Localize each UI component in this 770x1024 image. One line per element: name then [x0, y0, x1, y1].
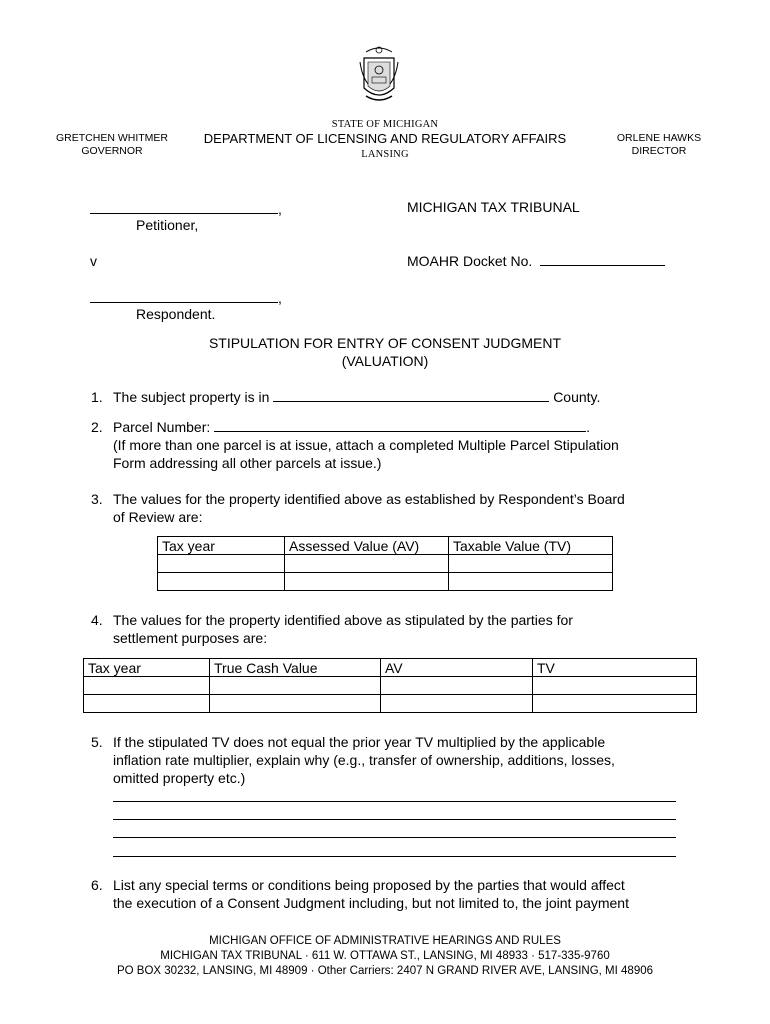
explanation-line[interactable]: [113, 856, 676, 857]
director-block: [604, 132, 714, 158]
column-header: AV: [381, 659, 533, 677]
table-cell[interactable]: [158, 555, 285, 573]
item1-text: The subject property is in: [113, 389, 270, 405]
table-row: [158, 555, 613, 573]
item3-line1: The values for the property identified above as established by Respondent’s Board: [113, 491, 625, 507]
board-of-review-table: [157, 536, 613, 591]
explanation-line[interactable]: [113, 801, 676, 802]
title-line1: STIPULATION FOR ENTRY OF CONSENT JUDGMENT: [208, 335, 562, 351]
column-header: TV: [533, 659, 697, 677]
governor-name: GRETCHEN WHITMER: [56, 132, 168, 144]
column-header: Assessed Value (AV): [285, 537, 449, 555]
table-cell[interactable]: [449, 555, 613, 573]
table-header-row: [84, 659, 697, 677]
item5-number: 5.: [91, 734, 103, 750]
footer-line3: PO BOX 30232, LANSING, MI 48909 · Other Carriers: 2407 N GRAND RIVER AVE, LANSING, MI 48906: [116, 965, 654, 977]
item6-number: 6.: [91, 877, 103, 893]
tribunal-name: MICHIGAN TAX TRIBUNAL: [407, 199, 580, 215]
parcel-number-field[interactable]: [214, 431, 586, 432]
table-cell[interactable]: [84, 695, 210, 713]
footer-line2: MICHIGAN TAX TRIBUNAL · 611 W. OTTAWA ST., LANSING, MI 48933 · 517-335-9760: [160, 950, 610, 962]
table-cell[interactable]: [158, 573, 285, 591]
city-name: LANSING: [361, 149, 409, 160]
table-row: [84, 677, 697, 695]
item1-number: 1.: [91, 389, 103, 405]
title-line2: (VALUATION): [341, 353, 429, 369]
county-field[interactable]: [273, 401, 549, 402]
table-cell[interactable]: [285, 555, 449, 573]
explanation-line[interactable]: [113, 837, 676, 838]
table-cell[interactable]: [210, 695, 381, 713]
item1-suffix: County.: [553, 389, 601, 405]
page-footer: [0, 934, 770, 979]
docket-label: MOAHR Docket No.: [407, 253, 533, 269]
state-seal-icon: [358, 44, 400, 106]
director-name: ORLENE HAWKS: [616, 132, 702, 144]
table-header-row: [158, 537, 613, 555]
docket-field[interactable]: [407, 252, 665, 270]
state-name: STATE OF MICHIGAN: [331, 119, 439, 130]
item6-line1: List any special terms or conditions being proposed by the parties that would affect: [113, 877, 625, 893]
column-header: Tax year: [84, 659, 210, 677]
item2-number: 2.: [91, 419, 103, 435]
column-header: True Cash Value: [210, 659, 381, 677]
item4-line1: The values for the property identified above as stipulated by the parties for: [113, 612, 573, 628]
explanation-line[interactable]: [113, 819, 676, 820]
item4-number: 4.: [91, 612, 103, 628]
table-cell[interactable]: [533, 677, 697, 695]
table-cell[interactable]: [381, 695, 533, 713]
table-cell[interactable]: [84, 677, 210, 695]
item2-text: Parcel Number:: [113, 419, 211, 435]
item3-number: 3.: [91, 491, 103, 507]
item6-line2: the execution of a Consent Judgment including, but not limited to, the joint payment: [113, 895, 629, 911]
item5-line2: inflation rate multiplier, explain why (e.g., transfer of ownership, additions, losses,: [113, 752, 615, 768]
table-cell[interactable]: [381, 677, 533, 695]
footer-line1: MICHIGAN OFFICE OF ADMINISTRATIVE HEARINGS AND RULES: [209, 935, 561, 947]
item2-note2: Form addressing all other parcels at issue.): [113, 455, 382, 471]
item5-line1: If the stipulated TV does not equal the prior year TV multiplied by the applicable: [113, 734, 606, 750]
column-header: Tax year: [158, 537, 285, 555]
item1: [113, 388, 600, 406]
versus-label: v: [90, 253, 97, 269]
governor-title: GOVERNOR: [81, 145, 143, 157]
table-cell[interactable]: [285, 573, 449, 591]
petitioner-label: Petitioner,: [136, 217, 199, 233]
table-cell[interactable]: [449, 573, 613, 591]
table-cell[interactable]: [210, 677, 381, 695]
director-title: DIRECTOR: [631, 145, 687, 157]
respondent-field[interactable]: ,: [90, 289, 282, 307]
settlement-table: [83, 658, 697, 713]
column-header: Taxable Value (TV): [449, 537, 613, 555]
table-cell[interactable]: [533, 695, 697, 713]
item2-note1: (If more than one parcel is at issue, attach a completed Multiple Parcel Stipulation: [113, 437, 619, 453]
item3-line2: of Review are:: [113, 509, 203, 525]
table-row: [158, 573, 613, 591]
item5-line3: omitted property etc.): [113, 770, 246, 786]
document-title: [0, 334, 770, 370]
department-name: DEPARTMENT OF LICENSING AND REGULATORY AFFAIRS: [203, 131, 567, 146]
table-row: [84, 695, 697, 713]
item4-line2: settlement purposes are:: [113, 630, 268, 646]
petitioner-field[interactable]: ,: [90, 200, 282, 218]
governor-block: [52, 132, 172, 158]
item2: Parcel Number: .: [113, 419, 591, 435]
respondent-label: Respondent.: [136, 306, 216, 322]
